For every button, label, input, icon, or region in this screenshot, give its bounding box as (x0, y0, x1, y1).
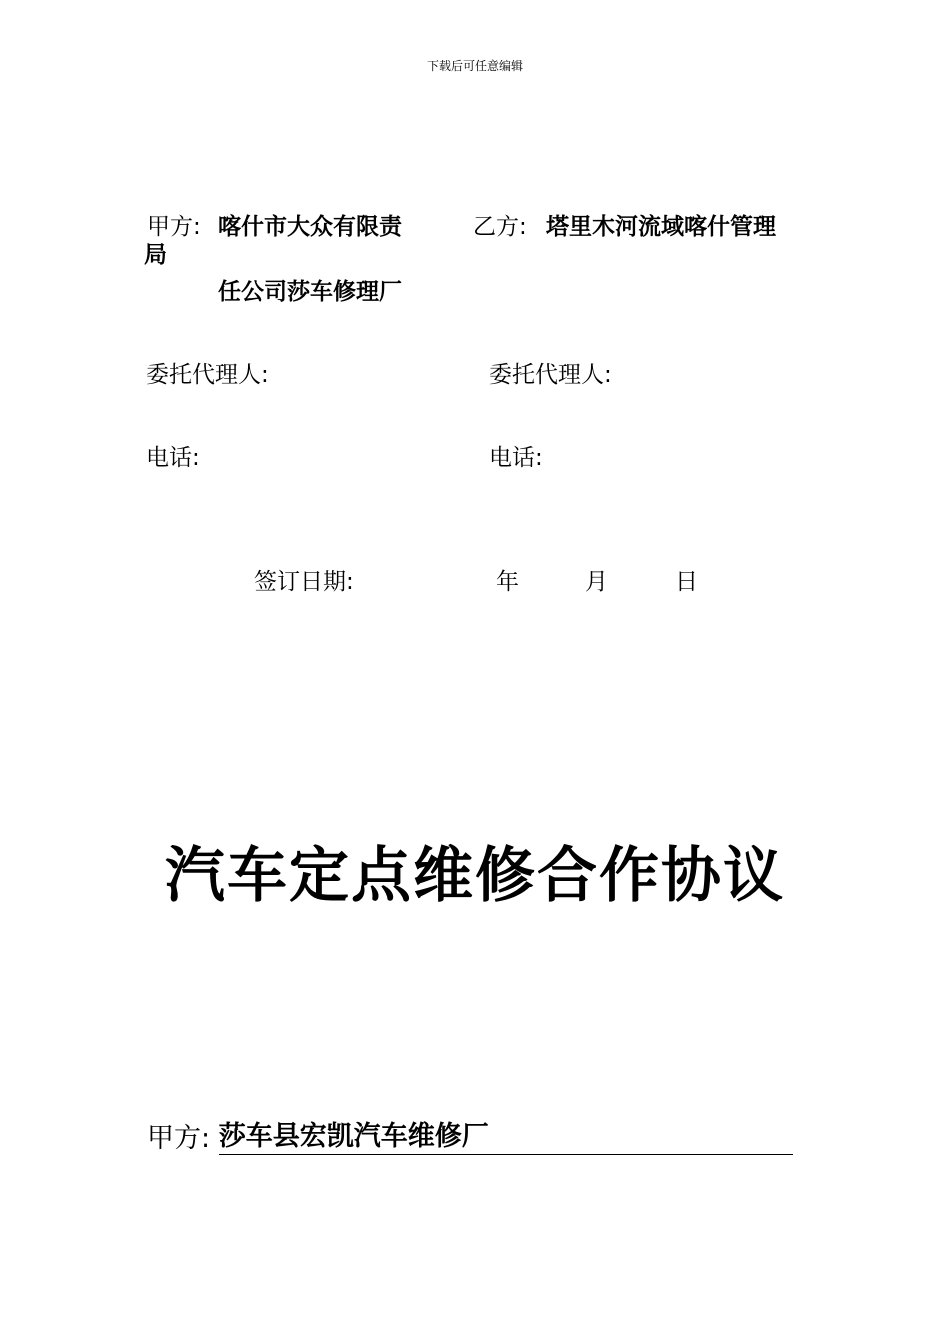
month-label: 月 (585, 569, 608, 595)
day-label: 日 (675, 569, 698, 595)
sign-date-label: 签订日期: (254, 569, 354, 595)
contract-party-a-name: 莎车县宏凯汽车维修厂 (219, 1114, 793, 1155)
party-a-name-line2: 任公司莎车修理厂 (218, 279, 402, 305)
agent-label-a: 委托代理人: (146, 362, 269, 388)
contract-party-a-label: 甲方: (147, 1123, 211, 1154)
agent-label-b: 委托代理人: (489, 362, 612, 388)
party-a-name-line1: 喀什市大众有限责 (218, 214, 402, 240)
year-label: 年 (496, 569, 519, 595)
party-b-label: 乙方: (473, 214, 527, 240)
party-b-name-line1: 塔里木河流域喀什管理 (546, 214, 776, 240)
party-a-label: 甲方: (147, 214, 201, 240)
phone-label-b: 电话: (489, 445, 543, 471)
contract-party-a-line (147, 1114, 793, 1155)
header-note: 下载后可任意编辑 (426, 59, 523, 73)
phone-label-a: 电话: (146, 445, 200, 471)
party-b-name-wrap: 局 (144, 242, 167, 268)
document-title: 汽车定点维修合作协议 (165, 841, 785, 911)
